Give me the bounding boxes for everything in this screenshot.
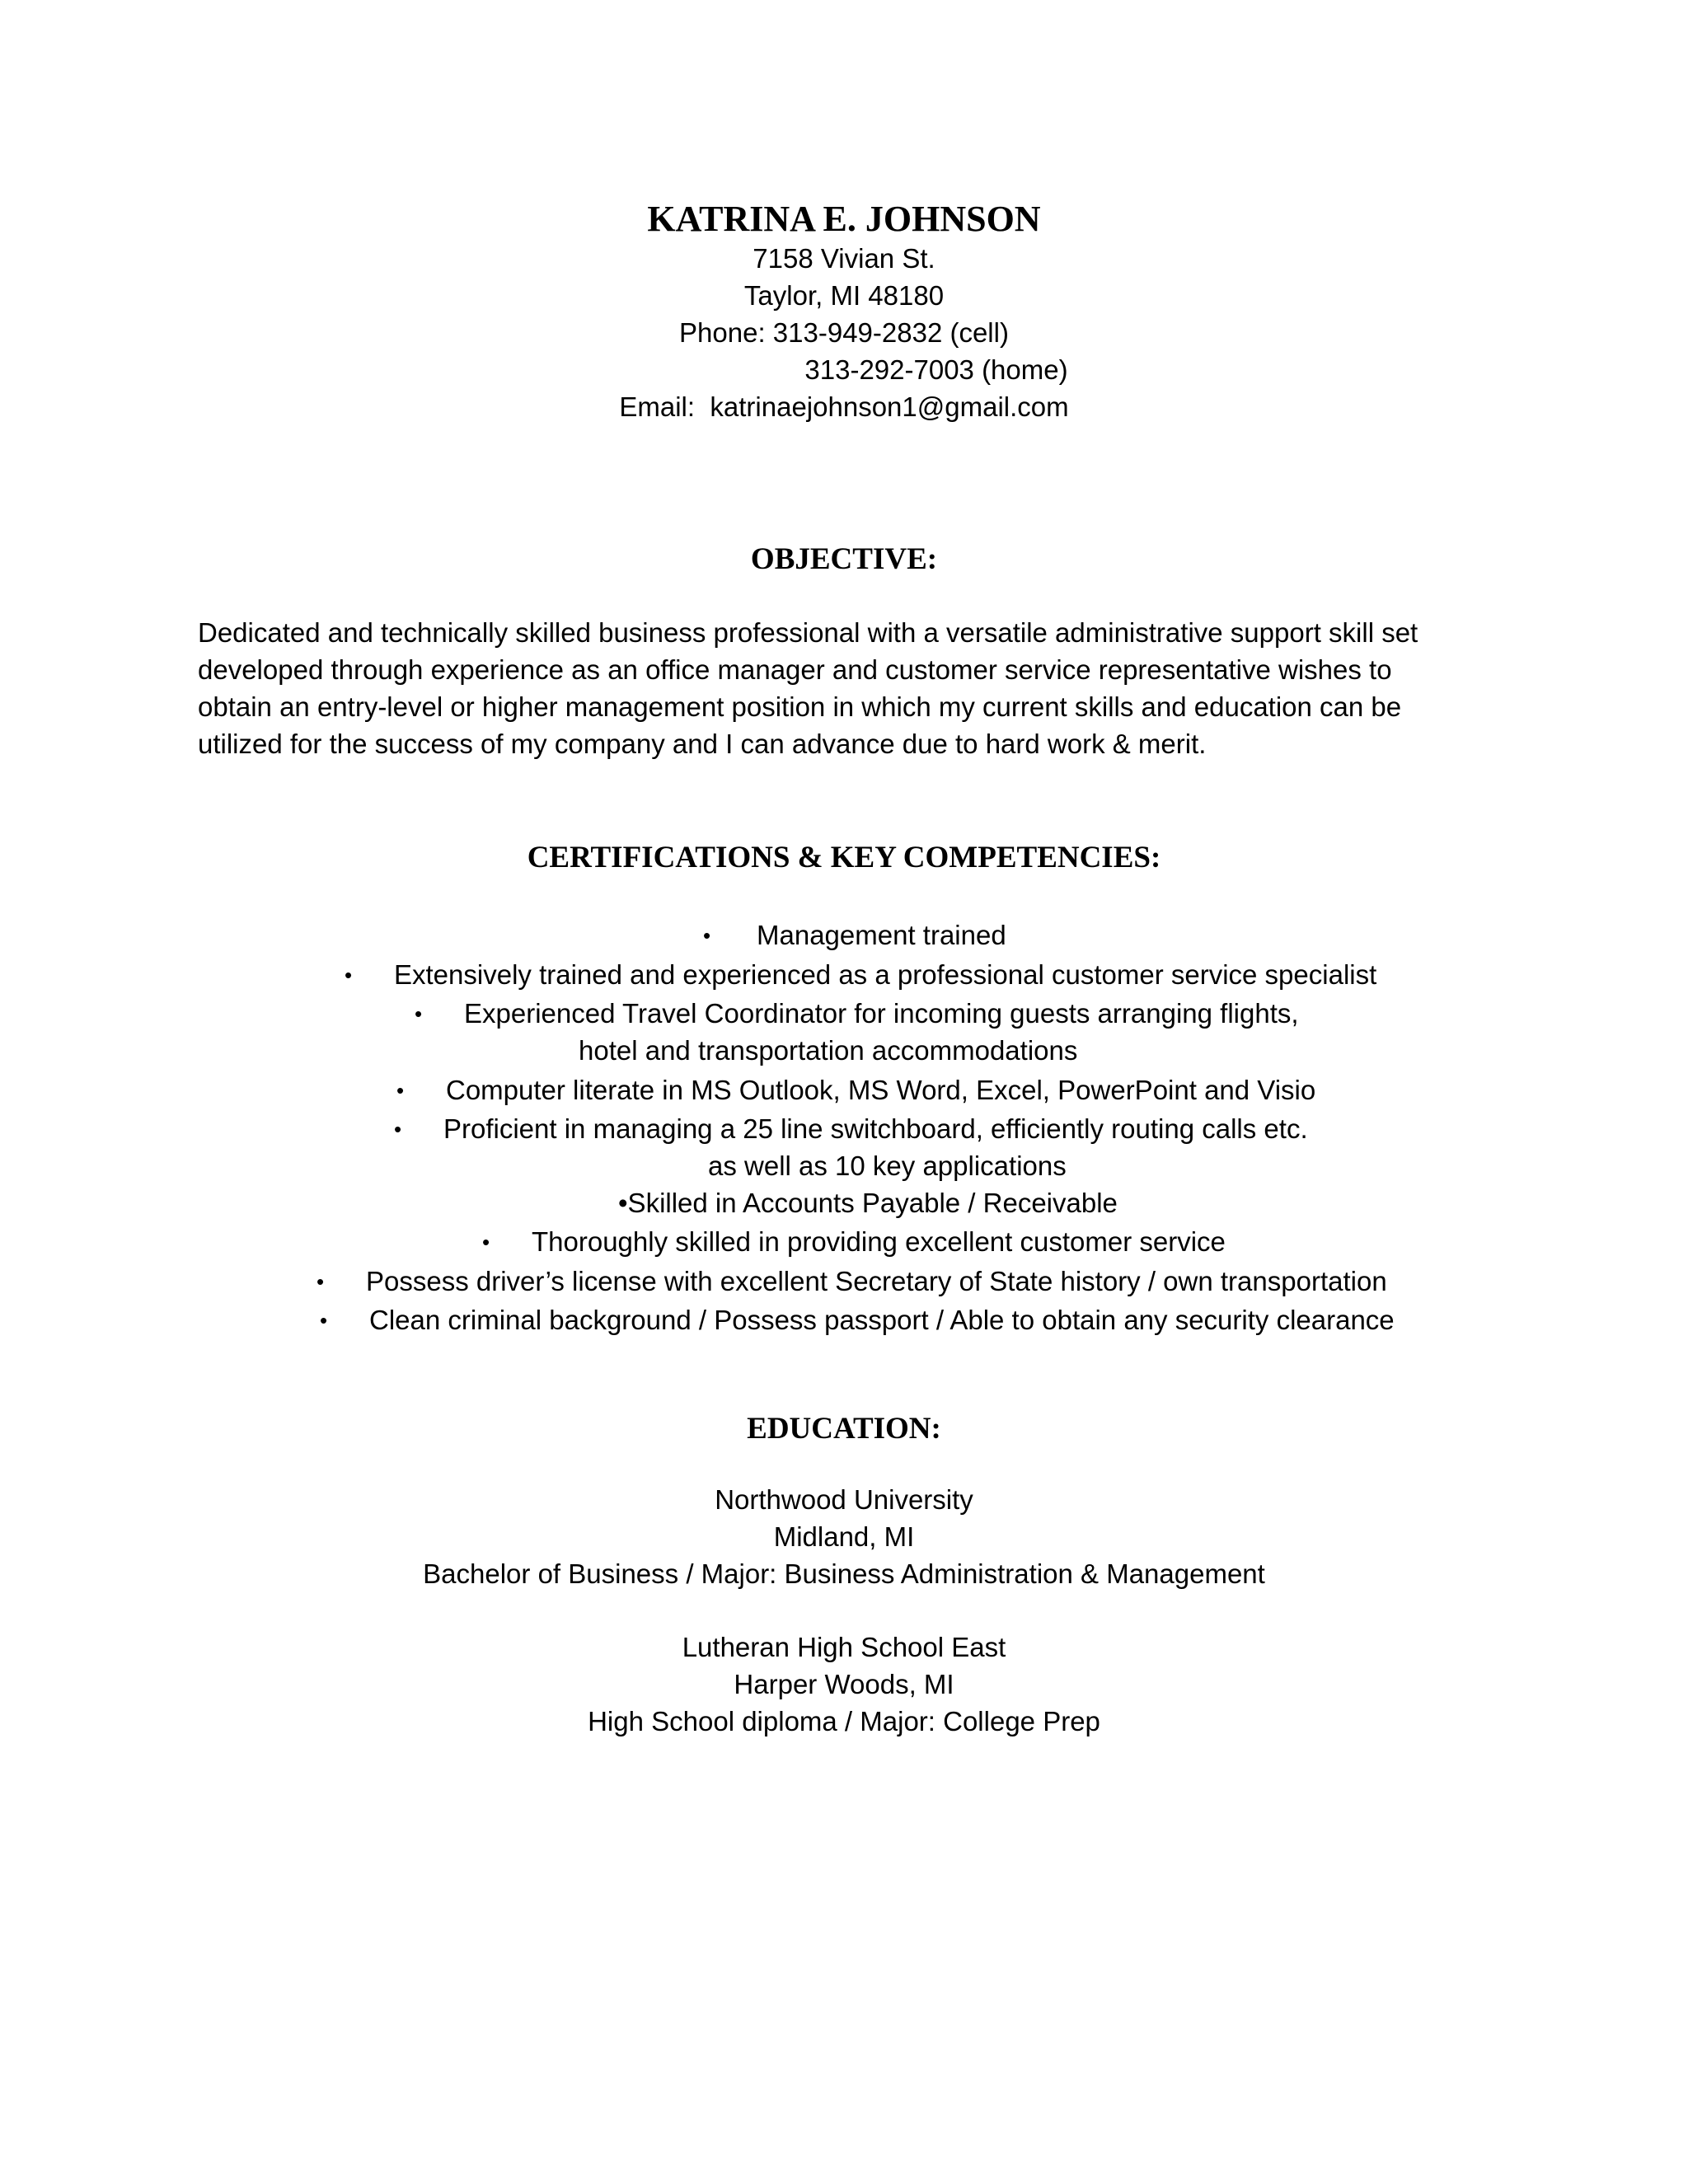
competency-item: Computer literate in MS Outlook, MS Word, Excel, PowerPoint and Visio xyxy=(446,1075,1316,1105)
school-degree: High School diploma / Major: College Prep xyxy=(588,1706,1100,1736)
objective-line: Dedicated and technically skilled business professional with a versatile administrative support skill set xyxy=(198,617,1418,648)
competency-item: Experienced Travel Coordinator for incoming guests arranging flights, xyxy=(464,998,1299,1029)
bullet-icon: • xyxy=(482,1230,490,1254)
bullet-icon: • xyxy=(320,1308,328,1333)
objective-line: developed through experience as an office manager and customer service representative wishes to xyxy=(198,654,1392,685)
school-location: Harper Woods, MI xyxy=(734,1669,954,1699)
phone-home: 313-292-7003 (home) xyxy=(804,354,1068,385)
objective-line: utilized for the success of my company and I can advance due to hard work & merit. xyxy=(198,729,1207,759)
address-street: 7158 Vivian St. xyxy=(753,243,935,274)
bullet-icon: • xyxy=(394,1117,402,1141)
competency-item: Proficient in managing a 25 line switchboard, efficiently routing calls etc. xyxy=(443,1113,1308,1144)
competency-item: •Skilled in Accounts Payable / Receivable xyxy=(618,1188,1118,1218)
competency-item: Management trained xyxy=(757,920,1006,950)
address-city: Taylor, MI 48180 xyxy=(743,280,945,311)
objective-heading: OBJECTIVE: xyxy=(750,542,938,576)
competencies-heading: CERTIFICATIONS & KEY COMPETENCIES: xyxy=(527,841,1161,874)
school-location: Midland, MI xyxy=(773,1521,915,1552)
competency-item-continuation: hotel and transportation accommodations xyxy=(579,1035,1078,1066)
bullet-icon: • xyxy=(316,1269,325,1294)
bullet-icon: • xyxy=(396,1078,405,1103)
school-name: Lutheran High School East xyxy=(682,1632,1006,1662)
competency-item: Thoroughly skilled in providing excellent customer service xyxy=(532,1226,1226,1257)
school-degree: Bachelor of Business / Major: Business Administration & Management xyxy=(423,1558,1265,1589)
candidate-name: KATRINA E. JOHNSON xyxy=(647,199,1041,239)
competency-item: Extensively trained and experienced as a professional customer service specialist xyxy=(394,959,1377,990)
education-heading: EDUCATION: xyxy=(747,1412,941,1446)
school-name: Northwood University xyxy=(715,1484,973,1515)
competency-item: Clean criminal background / Possess passport / Able to obtain any security clearance xyxy=(369,1305,1395,1335)
objective-line: obtain an entry-level or higher management position in which my current skills and education can be xyxy=(198,691,1402,722)
phone-cell: Phone: 313-949-2832 (cell) xyxy=(679,317,1009,348)
competency-item: Possess driver’s license with excellent Secretary of State history / own transportation xyxy=(366,1266,1387,1296)
bullet-icon: • xyxy=(345,963,353,987)
bullet-icon: • xyxy=(415,1001,423,1026)
competency-item-continuation: as well as 10 key applications xyxy=(708,1151,1067,1181)
email-address: Email: katrinaejohnson1@gmail.com xyxy=(619,391,1069,422)
objective-paragraph xyxy=(198,614,1500,762)
bullet-icon: • xyxy=(703,923,711,948)
